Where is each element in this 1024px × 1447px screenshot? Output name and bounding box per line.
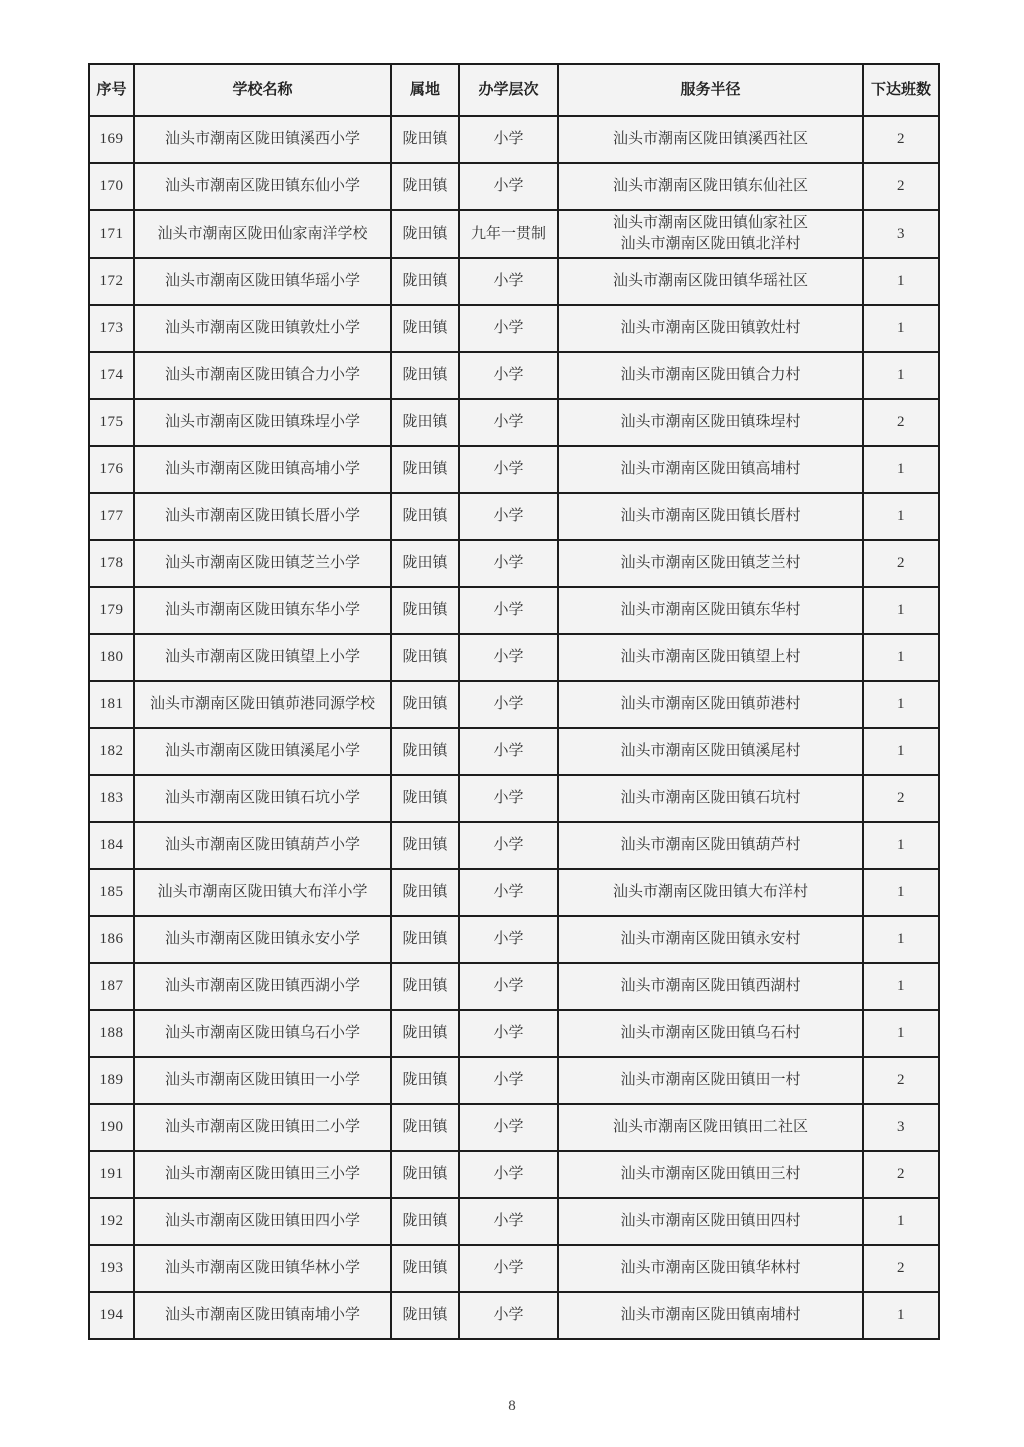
- cell-serial-number: 174: [89, 352, 134, 399]
- service-radius-line: 汕头市潮南区陇田镇高埔村: [620, 461, 801, 477]
- cell-service-radius: [558, 1104, 863, 1151]
- service-radius-line: 汕头市潮南区陇田镇华林村: [620, 1260, 801, 1276]
- service-radius-line: 汕头市潮南区陇田镇乌石村: [620, 1025, 801, 1041]
- cell-school-name: 汕头市潮南区陇田镇长厝小学: [134, 493, 391, 540]
- cell-class-count: 1: [863, 446, 939, 493]
- cell-class-count: 2: [863, 399, 939, 446]
- cell-class-count: 3: [863, 210, 939, 258]
- cell-school-level: 小学: [459, 963, 558, 1010]
- cell-serial-number: 187: [89, 963, 134, 1010]
- cell-serial-number: 188: [89, 1010, 134, 1057]
- cell-serial-number: 191: [89, 1151, 134, 1198]
- cell-school-name: 汕头市潮南区陇田仙家南洋学校: [134, 210, 391, 258]
- table-row: [89, 728, 939, 775]
- cell-serial-number: 184: [89, 822, 134, 869]
- cell-school-level: 小学: [459, 352, 558, 399]
- cell-service-radius: [558, 1292, 863, 1339]
- cell-class-count: 1: [863, 305, 939, 352]
- cell-school-level: 小学: [459, 1057, 558, 1104]
- cell-district: 陇田镇: [391, 1245, 459, 1292]
- table-row: [89, 1292, 939, 1339]
- cell-service-radius: [558, 681, 863, 728]
- cell-school-name: 汕头市潮南区陇田镇茆港同源学校: [134, 681, 391, 728]
- service-radius-line: 汕头市潮南区陇田镇溪西社区: [612, 131, 808, 147]
- cell-district: 陇田镇: [391, 869, 459, 916]
- cell-district: 陇田镇: [391, 916, 459, 963]
- cell-district: 陇田镇: [391, 399, 459, 446]
- cell-serial-number: 186: [89, 916, 134, 963]
- cell-serial-number: 175: [89, 399, 134, 446]
- cell-serial-number: 170: [89, 163, 134, 210]
- cell-school-name: 汕头市潮南区陇田镇珠埕小学: [134, 399, 391, 446]
- cell-district: 陇田镇: [391, 352, 459, 399]
- cell-service-radius: [558, 916, 863, 963]
- cell-district: 陇田镇: [391, 822, 459, 869]
- cell-school-level: 九年一贯制: [459, 210, 558, 258]
- cell-class-count: 3: [863, 1104, 939, 1151]
- cell-school-level: 小学: [459, 1104, 558, 1151]
- cell-serial-number: 183: [89, 775, 134, 822]
- service-radius-line: 汕头市潮南区陇田镇东华村: [620, 602, 801, 618]
- cell-service-radius: [558, 116, 863, 163]
- cell-school-level: 小学: [459, 163, 558, 210]
- cell-district: 陇田镇: [391, 446, 459, 493]
- cell-school-name: 汕头市潮南区陇田镇田二小学: [134, 1104, 391, 1151]
- service-radius-line: 汕头市潮南区陇田镇溪尾村: [620, 743, 801, 759]
- cell-school-name: 汕头市潮南区陇田镇大布洋小学: [134, 869, 391, 916]
- cell-district: 陇田镇: [391, 634, 459, 681]
- header-district: 属地: [391, 64, 459, 116]
- cell-service-radius: [558, 1057, 863, 1104]
- cell-school-level: 小学: [459, 258, 558, 305]
- cell-class-count: 1: [863, 352, 939, 399]
- cell-school-level: 小学: [459, 1292, 558, 1339]
- table-row: [89, 1151, 939, 1198]
- cell-class-count: 1: [863, 869, 939, 916]
- cell-service-radius: [558, 587, 863, 634]
- service-radius-line: 汕头市潮南区陇田镇田四村: [620, 1213, 801, 1229]
- cell-class-count: 2: [863, 1057, 939, 1104]
- cell-class-count: 2: [863, 163, 939, 210]
- cell-service-radius: [558, 493, 863, 540]
- cell-school-level: 小学: [459, 540, 558, 587]
- service-radius-line: 汕头市潮南区陇田镇东仙社区: [612, 178, 808, 194]
- service-radius-line: 汕头市潮南区陇田镇永安村: [620, 931, 801, 947]
- cell-service-radius: [558, 399, 863, 446]
- cell-school-level: 小学: [459, 1245, 558, 1292]
- cell-service-radius: [558, 1198, 863, 1245]
- table-row: [89, 1010, 939, 1057]
- table-row: [89, 634, 939, 681]
- table-row: [89, 869, 939, 916]
- table-row: [89, 258, 939, 305]
- cell-district: 陇田镇: [391, 258, 459, 305]
- cell-school-level: 小学: [459, 1010, 558, 1057]
- service-radius-line: 汕头市潮南区陇田镇珠埕村: [620, 414, 801, 430]
- cell-school-level: 小学: [459, 728, 558, 775]
- cell-service-radius: [558, 869, 863, 916]
- page-number: 8: [508, 1398, 516, 1414]
- cell-school-name: 汕头市潮南区陇田镇乌石小学: [134, 1010, 391, 1057]
- cell-district: 陇田镇: [391, 963, 459, 1010]
- cell-serial-number: 176: [89, 446, 134, 493]
- cell-school-name: 汕头市潮南区陇田镇华瑶小学: [134, 258, 391, 305]
- table-row: [89, 681, 939, 728]
- cell-service-radius: [558, 1245, 863, 1292]
- cell-class-count: 1: [863, 916, 939, 963]
- cell-school-level: 小学: [459, 493, 558, 540]
- cell-school-level: 小学: [459, 305, 558, 352]
- cell-service-radius: [558, 1010, 863, 1057]
- cell-school-name: 汕头市潮南区陇田镇南埔小学: [134, 1292, 391, 1339]
- cell-serial-number: 178: [89, 540, 134, 587]
- cell-school-name: 汕头市潮南区陇田镇东华小学: [134, 587, 391, 634]
- cell-school-name: 汕头市潮南区陇田镇高埔小学: [134, 446, 391, 493]
- cell-serial-number: 172: [89, 258, 134, 305]
- cell-class-count: 1: [863, 681, 939, 728]
- cell-service-radius: [558, 163, 863, 210]
- cell-serial-number: 192: [89, 1198, 134, 1245]
- header-service-radius: 服务半径: [558, 64, 863, 116]
- service-radius-line: 汕头市潮南区陇田镇茆港村: [620, 696, 801, 712]
- service-radius-line: 汕头市潮南区陇田镇南埔村: [620, 1307, 801, 1323]
- cell-school-level: 小学: [459, 587, 558, 634]
- cell-class-count: 1: [863, 822, 939, 869]
- service-radius-line: 汕头市潮南区陇田镇望上村: [620, 649, 801, 665]
- cell-serial-number: 181: [89, 681, 134, 728]
- cell-service-radius: [558, 210, 863, 258]
- cell-class-count: 1: [863, 587, 939, 634]
- header-row: [89, 64, 939, 116]
- table-row: [89, 963, 939, 1010]
- cell-school-name: 汕头市潮南区陇田镇葫芦小学: [134, 822, 391, 869]
- cell-school-name: 汕头市潮南区陇田镇敦灶小学: [134, 305, 391, 352]
- cell-service-radius: [558, 352, 863, 399]
- cell-service-radius: [558, 963, 863, 1010]
- cell-school-name: 汕头市潮南区陇田镇溪西小学: [134, 116, 391, 163]
- table-row: [89, 1104, 939, 1151]
- cell-district: 陇田镇: [391, 1198, 459, 1245]
- cell-school-name: 汕头市潮南区陇田镇石坑小学: [134, 775, 391, 822]
- service-radius-line: 汕头市潮南区陇田镇长厝村: [620, 508, 801, 524]
- cell-service-radius: [558, 728, 863, 775]
- cell-serial-number: 190: [89, 1104, 134, 1151]
- cell-school-name: 汕头市潮南区陇田镇东仙小学: [134, 163, 391, 210]
- cell-district: 陇田镇: [391, 493, 459, 540]
- cell-class-count: 2: [863, 1245, 939, 1292]
- service-radius-line: 汕头市潮南区陇田镇敦灶村: [620, 320, 801, 336]
- cell-class-count: 1: [863, 1292, 939, 1339]
- service-radius-line: 汕头市潮南区陇田镇合力村: [620, 367, 801, 383]
- table-row: [89, 587, 939, 634]
- cell-serial-number: 177: [89, 493, 134, 540]
- service-radius-line: 汕头市潮南区陇田镇西湖村: [620, 978, 801, 994]
- cell-school-level: 小学: [459, 822, 558, 869]
- service-radius-line: 汕头市潮南区陇田镇田三村: [620, 1166, 801, 1182]
- service-radius-line: 汕头市潮南区陇田镇田一村: [620, 1072, 801, 1088]
- service-radius-line: 汕头市潮南区陇田镇华瑶社区: [612, 273, 808, 289]
- cell-serial-number: 182: [89, 728, 134, 775]
- cell-district: 陇田镇: [391, 1057, 459, 1104]
- cell-school-name: 汕头市潮南区陇田镇合力小学: [134, 352, 391, 399]
- cell-district: 陇田镇: [391, 681, 459, 728]
- table-row: [89, 305, 939, 352]
- cell-class-count: 2: [863, 116, 939, 163]
- cell-serial-number: 173: [89, 305, 134, 352]
- service-radius-line: 汕头市潮南区陇田镇葫芦村: [620, 837, 801, 853]
- cell-serial-number: 194: [89, 1292, 134, 1339]
- cell-school-level: 小学: [459, 1198, 558, 1245]
- table-row: [89, 352, 939, 399]
- table-row: [89, 446, 939, 493]
- cell-serial-number: 171: [89, 210, 134, 258]
- service-radius-line: 汕头市潮南区陇田镇石坑村: [620, 790, 801, 806]
- cell-service-radius: [558, 258, 863, 305]
- cell-service-radius: [558, 446, 863, 493]
- cell-service-radius: [558, 1151, 863, 1198]
- cell-school-name: 汕头市潮南区陇田镇溪尾小学: [134, 728, 391, 775]
- table-row: [89, 210, 939, 258]
- cell-school-level: 小学: [459, 916, 558, 963]
- table-row: [89, 163, 939, 210]
- table-row: [89, 775, 939, 822]
- cell-class-count: 1: [863, 1198, 939, 1245]
- cell-serial-number: 179: [89, 587, 134, 634]
- cell-school-level: 小学: [459, 869, 558, 916]
- cell-class-count: 2: [863, 775, 939, 822]
- cell-district: 陇田镇: [391, 116, 459, 163]
- table-row: [89, 1245, 939, 1292]
- cell-district: 陇田镇: [391, 1104, 459, 1151]
- table-row: [89, 822, 939, 869]
- service-radius-line: 汕头市潮南区陇田镇仙家社区: [612, 215, 808, 231]
- service-radius-line: 汕头市潮南区陇田镇大布洋村: [612, 884, 808, 900]
- cell-service-radius: [558, 540, 863, 587]
- cell-service-radius: [558, 822, 863, 869]
- cell-class-count: 1: [863, 1010, 939, 1057]
- cell-district: 陇田镇: [391, 1292, 459, 1339]
- cell-school-level: 小学: [459, 446, 558, 493]
- table-row: [89, 1057, 939, 1104]
- table-row: [89, 493, 939, 540]
- header-serial-number: 序号: [89, 64, 134, 116]
- cell-district: 陇田镇: [391, 587, 459, 634]
- table-row: [89, 540, 939, 587]
- header-school-level: 办学层次: [459, 64, 558, 116]
- cell-district: 陇田镇: [391, 163, 459, 210]
- cell-school-level: 小学: [459, 116, 558, 163]
- cell-school-level: 小学: [459, 681, 558, 728]
- cell-service-radius: [558, 305, 863, 352]
- cell-school-level: 小学: [459, 1151, 558, 1198]
- cell-district: 陇田镇: [391, 1010, 459, 1057]
- cell-class-count: 1: [863, 634, 939, 681]
- cell-school-name: 汕头市潮南区陇田镇望上小学: [134, 634, 391, 681]
- header-school-name: 学校名称: [134, 64, 391, 116]
- cell-school-name: 汕头市潮南区陇田镇永安小学: [134, 916, 391, 963]
- cell-serial-number: 193: [89, 1245, 134, 1292]
- cell-school-name: 汕头市潮南区陇田镇西湖小学: [134, 963, 391, 1010]
- cell-serial-number: 189: [89, 1057, 134, 1104]
- cell-class-count: 1: [863, 493, 939, 540]
- table-row: [89, 399, 939, 446]
- cell-class-count: 1: [863, 728, 939, 775]
- table-row: [89, 116, 939, 163]
- school-allocation-table: [88, 63, 940, 1340]
- cell-district: 陇田镇: [391, 1151, 459, 1198]
- cell-school-name: 汕头市潮南区陇田镇田四小学: [134, 1198, 391, 1245]
- cell-serial-number: 169: [89, 116, 134, 163]
- cell-serial-number: 185: [89, 869, 134, 916]
- cell-school-level: 小学: [459, 634, 558, 681]
- cell-school-name: 汕头市潮南区陇田镇芝兰小学: [134, 540, 391, 587]
- service-radius-line: 汕头市潮南区陇田镇北洋村: [620, 236, 801, 252]
- header-class-count: 下达班数: [863, 64, 939, 116]
- cell-district: 陇田镇: [391, 775, 459, 822]
- cell-school-name: 汕头市潮南区陇田镇田一小学: [134, 1057, 391, 1104]
- service-radius-line: 汕头市潮南区陇田镇田二社区: [612, 1119, 808, 1135]
- cell-service-radius: [558, 634, 863, 681]
- cell-school-name: 汕头市潮南区陇田镇华林小学: [134, 1245, 391, 1292]
- cell-class-count: 2: [863, 540, 939, 587]
- cell-class-count: 2: [863, 1151, 939, 1198]
- cell-district: 陇田镇: [391, 728, 459, 775]
- cell-service-radius: [558, 775, 863, 822]
- cell-district: 陇田镇: [391, 305, 459, 352]
- cell-class-count: 1: [863, 963, 939, 1010]
- cell-school-name: 汕头市潮南区陇田镇田三小学: [134, 1151, 391, 1198]
- cell-class-count: 1: [863, 258, 939, 305]
- cell-district: 陇田镇: [391, 540, 459, 587]
- table-row: [89, 1198, 939, 1245]
- service-radius-line: 汕头市潮南区陇田镇芝兰村: [620, 555, 801, 571]
- table-row: [89, 916, 939, 963]
- cell-school-level: 小学: [459, 399, 558, 446]
- cell-school-level: 小学: [459, 775, 558, 822]
- cell-district: 陇田镇: [391, 210, 459, 258]
- cell-serial-number: 180: [89, 634, 134, 681]
